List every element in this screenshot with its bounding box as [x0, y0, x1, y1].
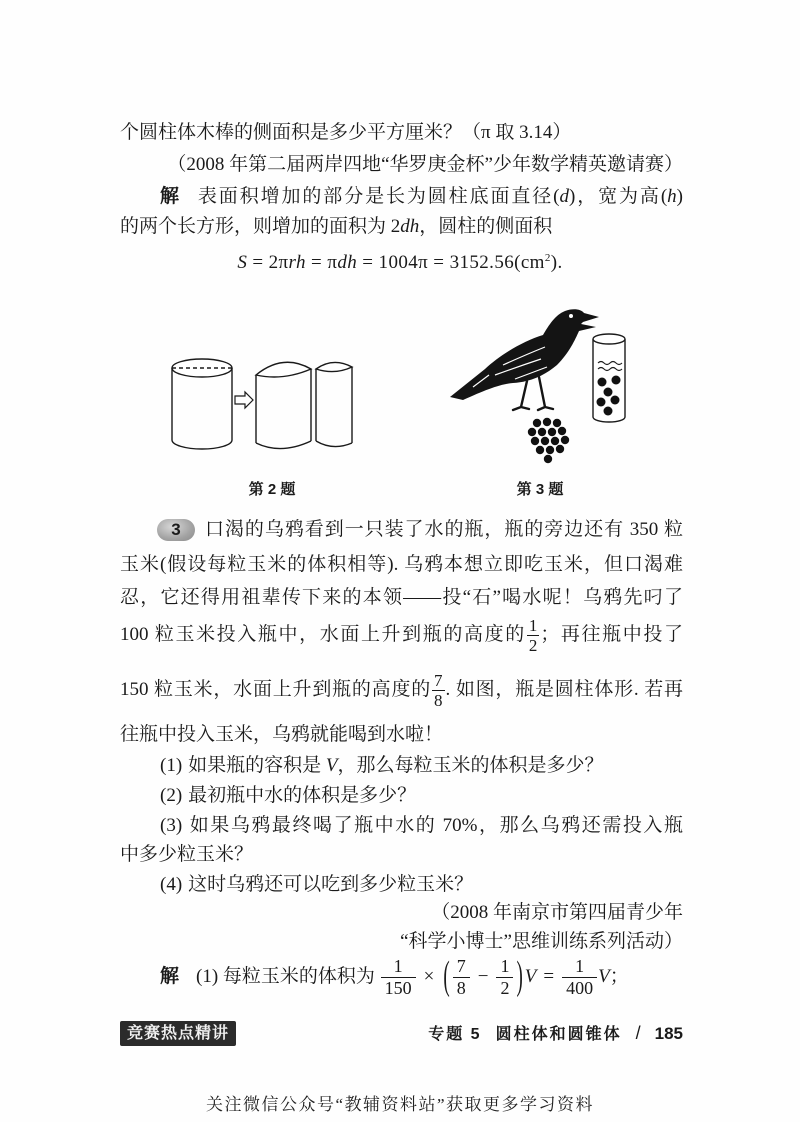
variable-h: h: [667, 186, 677, 207]
watermark-text: 关注微信公众号“教辅资料站”获取更多学习资料: [205, 1095, 595, 1114]
text-segment: ；: [609, 966, 629, 987]
lateral-area-formula: [0, 248, 800, 278]
formula-part: ).: [550, 252, 563, 273]
prev-problem-tail: 个圆柱体木棒的侧面积是多少平方厘米？（π 取 3.14）: [120, 122, 572, 143]
question-label: (2): [160, 785, 183, 806]
fraction-denominator: 8: [434, 691, 443, 711]
formula-part: = 2π: [247, 252, 289, 273]
question-text: 如果乌鸦最终喝了瓶中水的 70%，那么乌鸦还需投入瓶: [188, 815, 683, 836]
problem-source-line-1: （2008 年南京市第四届青少年: [431, 902, 683, 923]
question-4: [160, 870, 683, 900]
times-sign: ×: [423, 966, 435, 987]
text-segment: 如果瓶的容积是: [188, 755, 326, 776]
fraction-one-half: [527, 616, 540, 655]
topic-title: 圆柱体和圆锥体: [495, 1026, 622, 1043]
fraction-numerator: 1: [500, 956, 510, 977]
equals-sign: =: [543, 966, 555, 987]
running-footer: [428, 1020, 683, 1048]
question-2: [160, 781, 683, 811]
formula-part: rh: [288, 252, 306, 273]
solution-label: 解: [160, 186, 181, 207]
corn-pile: [528, 418, 569, 463]
question-label: (3): [160, 815, 183, 836]
text-segment: ，那么每粒玉米的体积是多少？: [337, 755, 604, 776]
problem-line-1: 口渴的乌鸦看到一只装了水的瓶，瓶的旁边还有 350 粒: [205, 519, 683, 540]
question-3: [160, 811, 683, 841]
fraction-numerator: 7: [456, 956, 466, 977]
crow: [450, 309, 599, 410]
formula-part: S: [237, 252, 248, 273]
text-segment: 的两个长方形，则增加的面积为 2: [120, 216, 401, 237]
prev-solution-line-1: [160, 182, 683, 212]
fraction-one-150th: [381, 956, 416, 999]
problem-line-6: 往瓶中投入玉米，乌鸦就能喝到水啦！: [120, 724, 444, 745]
text-segment: ，圆柱的侧面积: [419, 216, 553, 237]
fraction-numerator: 1: [393, 956, 403, 977]
half-cylinder-right: [316, 362, 352, 446]
variable-v: V: [524, 966, 537, 987]
problem-line-3: 忍，它还得用祖辈传下来的本领——投“石”喝水呢！乌鸦先叼了: [120, 587, 683, 608]
whole-cylinder: [172, 359, 232, 449]
variable-dh: dh: [400, 216, 420, 237]
fraction-denominator: 2: [528, 636, 538, 656]
question-1: [160, 751, 683, 781]
problem-line-4: [120, 613, 683, 657]
fraction-denominator: 150: [381, 977, 416, 999]
fraction-denominator: 8: [453, 977, 470, 999]
prev-problem-source: （2008 年第二届两岸四地“华罗庚金杯”少年数学精英邀请赛）: [167, 154, 683, 175]
text-segment: ；再往瓶中投了: [540, 624, 683, 645]
solution-label: 解: [160, 966, 180, 987]
fraction-numerator: 1: [575, 956, 585, 977]
question-label: (4): [160, 874, 183, 895]
right-paren: ): [516, 954, 523, 999]
variable-v: V: [325, 755, 338, 776]
formula-part: dh: [337, 252, 358, 273]
fraction-one-half: [496, 956, 513, 999]
fraction-seven-eighths: [432, 671, 445, 710]
fraction-denominator: 2: [496, 977, 513, 999]
problem-number-badge: 3: [157, 519, 195, 541]
figure-caption-2: 第 2 题: [248, 481, 296, 498]
minus-sign: −: [477, 966, 489, 987]
question-label: (1): [160, 755, 183, 776]
problem-line-5: [120, 668, 683, 712]
fraction-one-400th: [562, 956, 597, 999]
page-number: 185: [654, 1024, 683, 1043]
footer-separator: /: [635, 1023, 643, 1043]
question-3-continued: 中多少粒玉米？: [120, 844, 254, 865]
crow-figure: [445, 295, 635, 475]
text-segment: . 如图，瓶是圆柱体形. 若再: [445, 679, 683, 700]
problem-source-line-2: “科学小博士”思维训练系列活动）: [400, 931, 683, 952]
problem-line-2: 玉米(假设每粒玉米的体积相等). 乌鸦本想立即吃玉米，但口渴难: [120, 554, 683, 575]
half-cylinder-left: [256, 362, 311, 448]
cylinder-cut-figure: [165, 345, 360, 465]
series-label: 竞赛热点精讲: [120, 1021, 236, 1046]
left-paren: (: [443, 954, 450, 999]
text-segment: )，宽为高(: [569, 186, 668, 207]
bottle: [593, 334, 625, 422]
arrow-icon: [235, 392, 253, 408]
text-segment: 表面积增加的部分是长为圆柱底面直径(: [197, 186, 560, 207]
question-text: 最初瓶中水的体积是多少？: [188, 785, 417, 806]
text-segment: ): [676, 186, 683, 207]
fraction-numerator: 7: [434, 671, 443, 691]
variable-d: d: [559, 186, 570, 207]
fraction-denominator: 400: [562, 977, 597, 999]
prev-solution-line-2: [120, 212, 683, 242]
text-segment: 100 粒玉米投入瓶中，水面上升到瓶的高度的: [120, 624, 526, 645]
text-segment: (1) 每粒玉米的体积为: [196, 966, 375, 987]
formula-part: = π: [305, 252, 338, 273]
formula-part: = 1004π = 3152.56(cm: [357, 252, 545, 273]
text-segment: 150 粒玉米，水面上升到瓶的高度的: [120, 679, 432, 700]
solution-line-1: [160, 951, 683, 1003]
variable-v: V: [598, 966, 610, 987]
fraction-numerator: 1: [528, 616, 538, 636]
question-text: 这时乌鸦还可以吃到多少粒玉米？: [188, 874, 474, 895]
formula-exponent: 2: [544, 252, 551, 264]
topic-number: 专题 5: [428, 1026, 482, 1043]
figure-caption-3: 第 3 题: [516, 481, 564, 498]
fraction-seven-eighths: [453, 956, 470, 999]
